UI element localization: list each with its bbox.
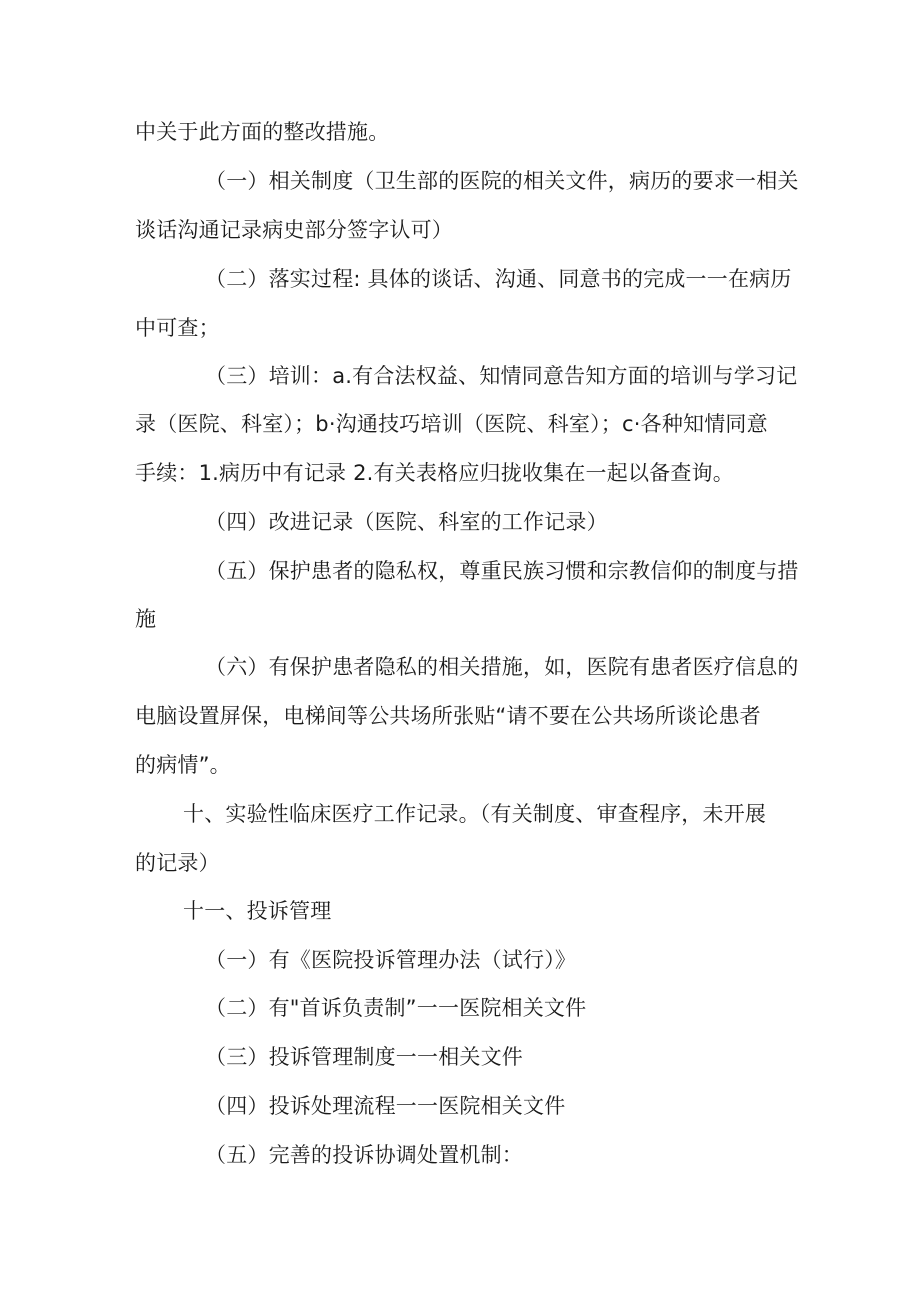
text-line: （二）落实过程: 具体的谈话、沟通、同意书的完成一一在病历 [205,267,792,291]
text-line: （一）相关制度（卫生部的医院的相关文件，病历的要求一相关 [205,169,799,193]
text-line: 手续：1.病历中有记录 2.有关表格应归拢收集在一起以备查询。 [135,461,734,485]
text-line: 的记录） [135,851,220,875]
text-line: 电脑设置屏保，电梯间等公共场所张贴“请不要在公共场所谈论患者 [135,704,761,728]
text-line: 十、实验性临床医疗工作记录。（有关制度、审查程序，未开展 [183,802,767,826]
text-line: 中可查； [135,316,220,340]
section-heading: 十一、投诉管理 [183,899,332,923]
text-line: （三）投诉管理制度一一相关文件 [205,1045,523,1069]
text-line: （五）保护患者的隐私权，尊重民族习惯和宗教信仰的制度与措 [205,559,799,583]
text-line: （二）有"首诉负责制”一一医院相关文件 [205,996,587,1020]
text-line: 的病情”。 [135,753,231,777]
text-line: （一）有《医院投诉管理办法（试行）》 [205,948,577,972]
text-line: 谈话沟通记录病史部分签字认可） [135,218,453,242]
text-line: （四）改进记录（医院、科室的工作记录） [205,510,608,534]
text-line: 录（医院、科室）；b·沟通技巧培训（医院、科室）；c·各种知情同意 [135,412,768,436]
text-line: （五）完善的投诉协调处置机制： [205,1143,523,1167]
text-line: （六）有保护患者隐私的相关措施，如，医院有患者医疗信息的 [205,655,799,679]
text-line: （三）培训：a.有合法权益、知情同意告知方面的培训与学习记 [205,364,798,388]
text-line: 中关于此方面的整改措施。 [135,120,390,144]
text-line: 施 [135,607,157,631]
text-line: （四）投诉处理流程一一医院相关文件 [205,1094,566,1118]
